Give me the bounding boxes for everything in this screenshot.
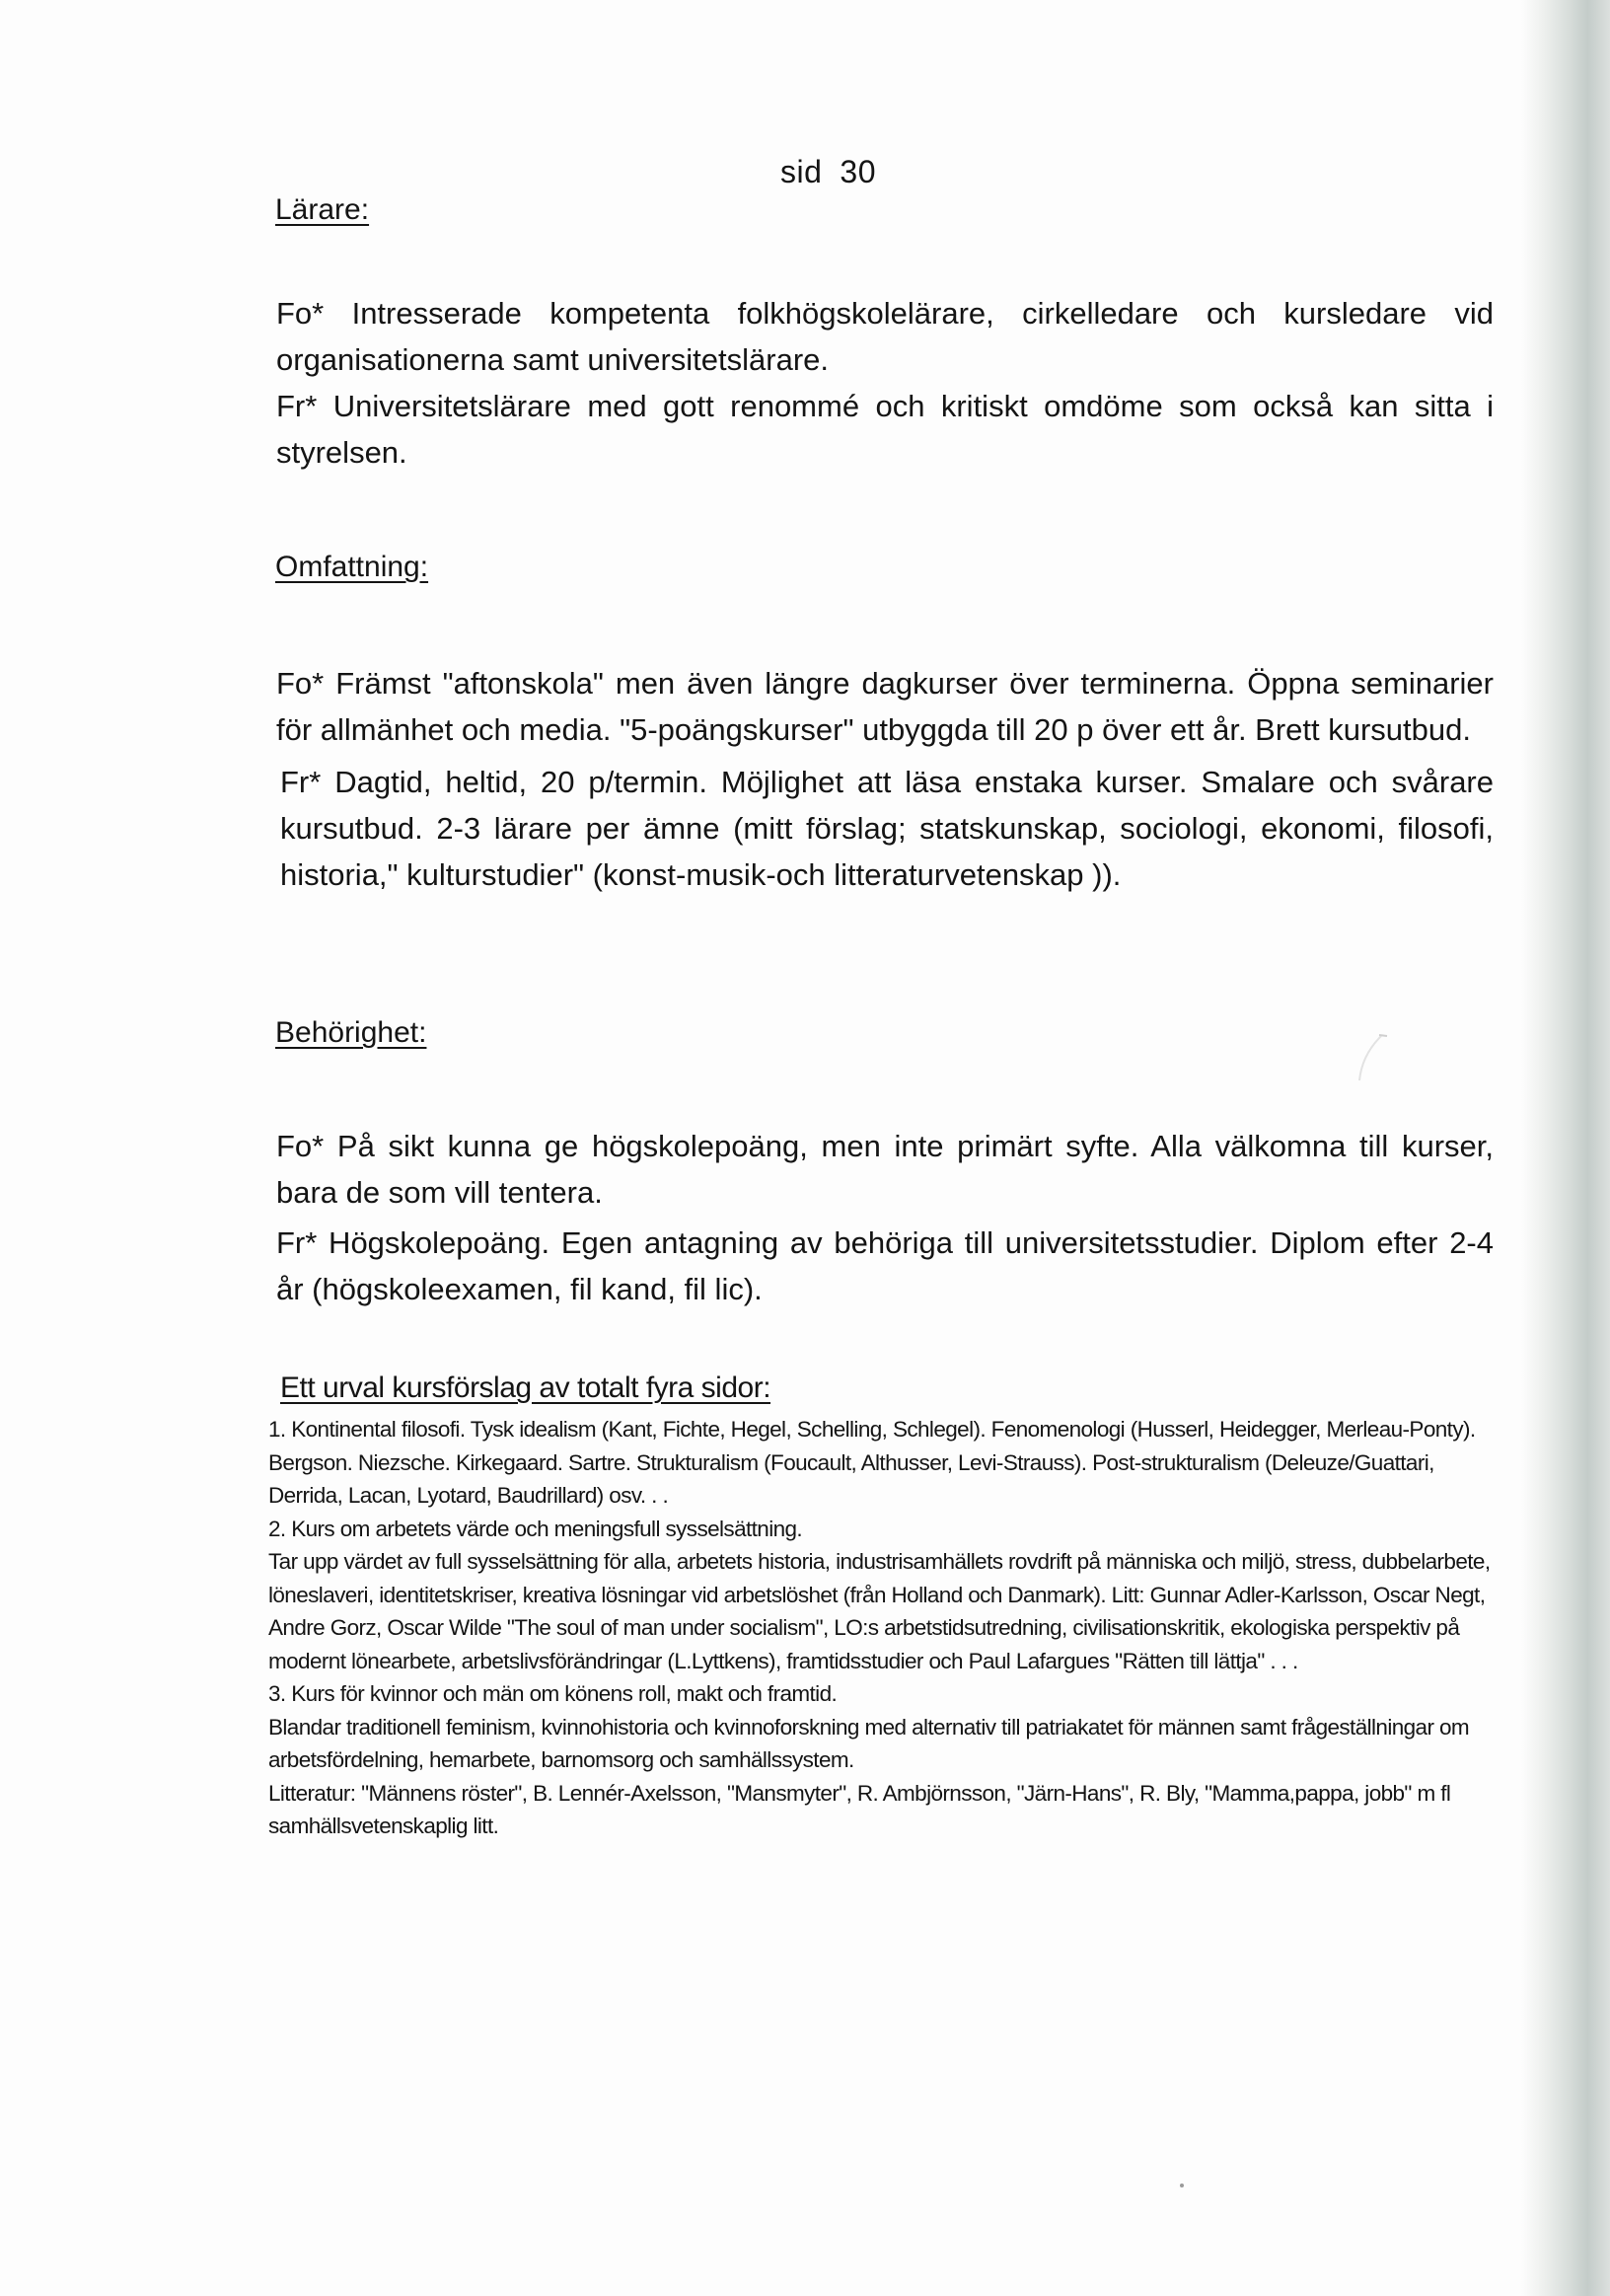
- section-heading-omfattning: Omfattning:: [275, 551, 429, 583]
- course-item-3-literature: Litteratur: "Männens röster", B. Lennér-Axelsson, "Mansmyter", R. Ambjörnsson, "Järn-Hans", R. Bly, "Mamma,pappa, jobb" m fl samhällsvetenskaplig litt.: [268, 1780, 1451, 1838]
- course-proposals-list: [268, 1413, 1492, 1843]
- course-item-3-title: 3. Kurs för kvinnor och män om könens roll, makt och framtid.: [268, 1681, 838, 1706]
- page-number-value: 30: [840, 154, 876, 189]
- page-number-label: sid: [780, 154, 823, 189]
- paragraph-omfattning-fr: Fr* Dagtid, heltid, 20 p/termin. Möjlighet att läsa enstaka kurser. Smalare och svårare kursutbud. 2-3 lärare per ämne (mitt förslag; statskunskap, sociologi, ekonomi, filosofi, historia," kulturstudier" (konst-musik-och litteraturvetenskap )).: [280, 765, 1494, 892]
- section-heading-larare: Lärare:: [275, 193, 370, 226]
- paragraph-omfattning-fo: Fo* Främst "aftonskola" men även längre dagkurser över terminerna. Öppna seminarier för allmänhet och media. "5-poängskurser" utbyggda till 20 p över ett år. Brett kursutbud.: [276, 666, 1494, 747]
- course-item-2-description: Tar upp värdet av full sysselsättning för alla, arbetets historia, industrisamhällets rovdrift på människa och miljö, stress, dubbelarbete, löneslaveri, identitetskriser, kreativa lösningar vid arbetslöshet (från Holland och Danmark). Litt: Gunnar Adler-Karlsson, Oscar Negt, Andre Gorz, Oscar Wilde "The soul of man under socialism", LO:s arbetstidsutredning, civilisationskritik, ekologiska perspektiv på modernt lönearbete, arbetslivsförändringar (L.Lyttkens), framtidsstudier och Paul Lafargues "Rätten till lättja" . . .: [268, 1549, 1491, 1673]
- course-item-2-title: 2. Kurs om arbetets värde och meningsfull sysselsättning.: [268, 1516, 803, 1541]
- paragraph-larare-fo: Fo* Intresserade kompetenta folkhögskolelärare, cirkelledare och kursledare vid organisationerna samt universitetslärare.: [276, 296, 1494, 377]
- course-item-1-kontinental-filosofi: 1. Kontinental filosofi. Tysk idealism (Kant, Fichte, Hegel, Schelling, Schlegel). Fenomenologi (Husserl, Heidegger, Merleau-Ponty). Bergson. Niezsche. Kirkegaard. Sartre. Strukturalism (Foucault, Althusser, Levi-Strauss). Post-strukturalism (Deleuze/Guattari, Derrida, Lacan, Lyotard, Baudrillard) osv. . .: [268, 1417, 1476, 1508]
- section-body-omfattning: [276, 660, 1494, 898]
- scan-speck: [1180, 2184, 1184, 2187]
- section-body-behorighet: [276, 1123, 1494, 1312]
- course-item-3-description: Blandar traditionell feminism, kvinnohistoria och kvinnoforskning med alternativ till patriakatet för männen samt frågeställningar om arbetsfördelning, hemarbete, barnomsorg och samhällssystem.: [268, 1714, 1470, 1772]
- section-heading-behorighet: Behörighet:: [275, 1016, 427, 1049]
- section-body-larare: [276, 290, 1494, 476]
- paragraph-behorighet-fo: Fo* På sikt kunna ge högskolepoäng, men inte primärt syfte. Alla välkomna till kurser, bara de som vill tentera.: [276, 1129, 1494, 1210]
- faint-pen-mark: [1352, 1026, 1411, 1095]
- paragraph-behorighet-fr: Fr* Högskolepoäng. Egen antagning av behöriga till universitetsstudier. Diplom efter 2-4 år (högskoleexamen, fil kand, fil lic).: [276, 1225, 1494, 1306]
- scan-page-edge-shadow: [1521, 0, 1610, 2296]
- section-heading-kursforslag: Ett urval kursförslag av totalt fyra sidor:: [280, 1371, 771, 1404]
- paragraph-larare-fr: Fr* Universitetslärare med gott renommé och kritiskt omdöme som också kan sitta i styrelsen.: [276, 389, 1494, 470]
- page-number: [780, 154, 876, 190]
